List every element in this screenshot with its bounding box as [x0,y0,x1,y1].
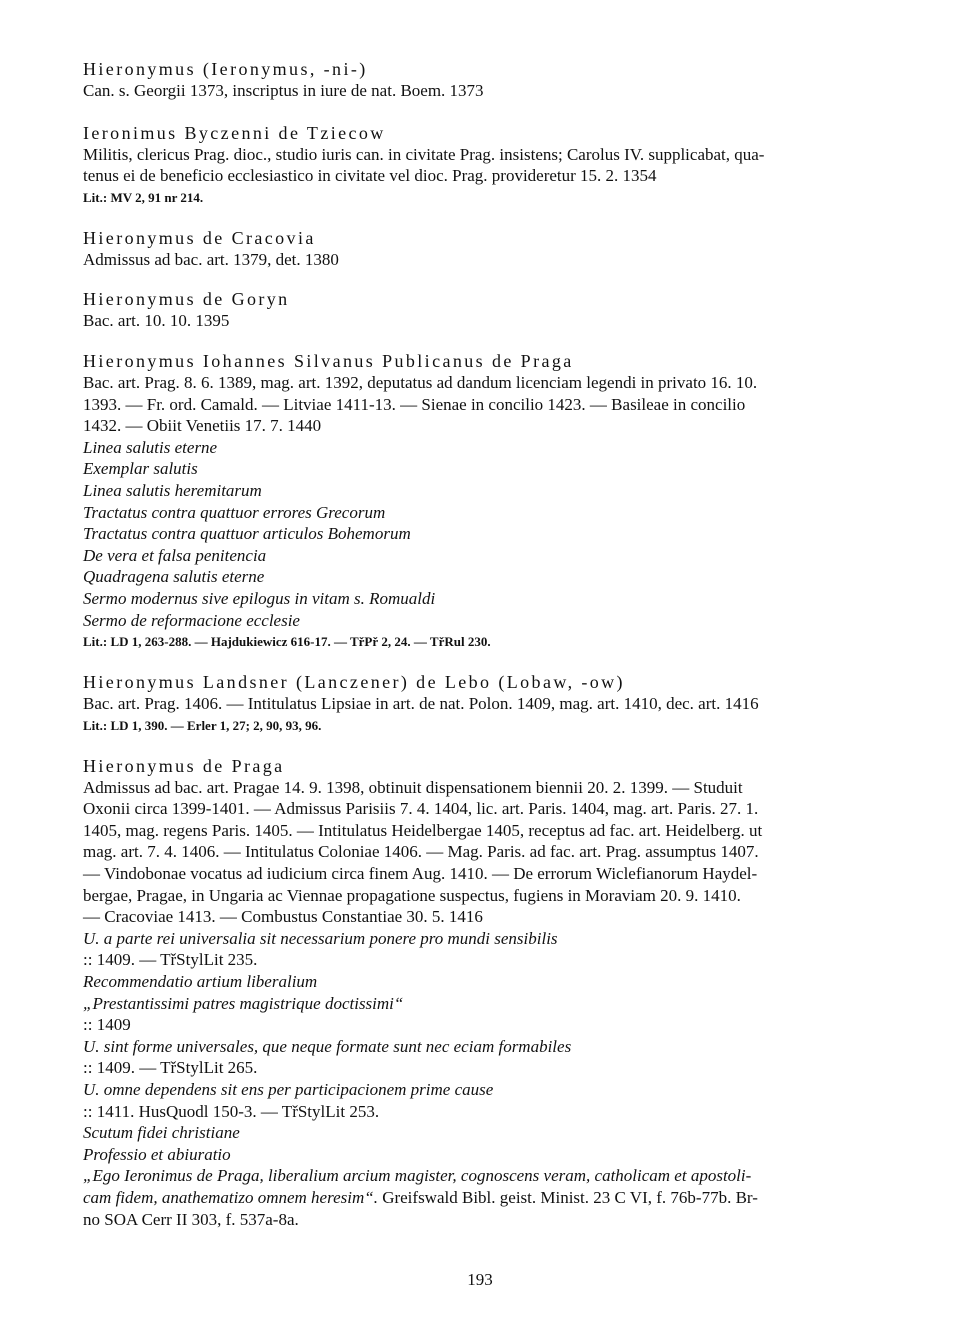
entry-text-line: Can. s. Georgii 1373, inscriptus in iure de nat. Boem. 1373 [83,81,484,100]
entry-text-line: Bac. art. 10. 10. 1395 [83,311,230,331]
entry-heading: Hieronymus de Goryn [83,289,290,310]
entry-text-line: Oxonii circa 1399-1401. — Admissus Parisiis 7. 4. 1404, lic. art. Paris. 1404, mag. art. Paris. 27. 1. [83,799,759,819]
entry-heading: Hieronymus Landsner (Lanczener) de Lebo (Lobaw, -ow) [83,672,625,693]
literature-line: Lit.: MV 2, 91 nr 214. [83,189,204,205]
work-incipit-end: cam fidem, anathematizo omnem heresim“. [83,1187,378,1207]
entry-heading: Hieronymus Iohannes Silvanus Publicanus de Praga [83,350,574,371]
work-title: Sermo de reformacione ecclesie [83,610,300,630]
entry-text-line: tenus ei de beneficio ecclesiastico in civitate vel dioc. Prag. provideretur 15. 2. 1354 [83,166,657,186]
manuscript-reference-line: no SOA Cerr II 303, f. 537a-8a. [83,1209,299,1229]
work-title: Sermo modernus sive epilogus in vitam s. Romualdi [83,588,436,608]
entry-hieronymus-de-goryn [83,288,887,332]
entry-text-line: bergae, Pragae, in Ungaria ac Viennae propagatione suspectus, fugiens in Moraviam 20. 9. 1410. [83,885,741,905]
entry-heading: Ieronimus Byczenni de Tziecow [83,122,386,143]
entry-heading: Hieronymus de Praga [83,755,285,776]
entry-hieronymus-landsner [83,671,887,737]
work-note: :: 1409. — TřStylLit 235. [83,950,258,970]
work-incipit-line: „Ego Ieronimus de Praga, liberalium arcium magister, cognoscens veram, catholicam et apostoli- [83,1166,752,1186]
work-title: U. sint forme universales, que neque formate sunt nec eciam formabiles [83,1036,572,1056]
entry-text-line: 1393. — Fr. ord. Camald. — Litviae 1411-13. — Sienae in concilio 1423. — Basileae in concilio [83,394,746,414]
work-note: :: 1409 [83,1015,131,1035]
literature-line: Lit.: LD 1, 263-288. — Hajdukiewicz 616-17. — TřPř 2, 24. — TřRul 230. [83,634,491,650]
entry-text-line: Bac. art. Prag. 8. 6. 1389, mag. art. 1392, deputatus ad dandum licenciam legendi in privato 16. 10. [83,372,758,392]
work-incipit-line [83,1187,887,1209]
work-title: U. omne dependens sit ens per participacionem prime cause [83,1080,494,1099]
work-title: Tractatus contra quattuor errores Grecorum [83,502,386,522]
page-body [83,58,887,1230]
entry-text-line: mag. art. 7. 4. 1406. — Intitulatus Coloniae 1406. — Mag. Paris. ad fac. art. Prag. assumptus 1407. [83,842,759,862]
entry-text-line: Admissus ad bac. art. 1379, det. 1380 [83,249,339,269]
work-title: Recommendatio artium liberalium [83,972,318,992]
work-title: Quadragena salutis eterne [83,567,265,587]
entry-text-line: Militis, clericus Prag. dioc., studio iuris can. in civitate Prag. insistens; Carolus IV. supplicabat, qua- [83,144,765,164]
entry-hieronymus [83,58,887,102]
work-note: :: 1411. HusQuodl 150-3. — TřStylLit 253. [83,1101,380,1121]
entry-hieronymus-iohannes-silvanus [83,350,887,653]
entry-hieronymus-de-cracovia [83,227,887,271]
work-title: Linea salutis eterne [83,437,218,457]
entry-text-line: — Vindobonae vocatus ad iudicium circa finem Aug. 1410. — De errorum Wiclefianorum Haydel- [83,864,758,884]
work-title: Linea salutis heremitarum [83,480,262,500]
work-title: Professio et abiuratio [83,1144,231,1164]
entry-heading: Hieronymus (Ieronymus, -ni-) [83,59,368,79]
work-title: Tractatus contra quattuor articulos Bohemorum [83,524,411,544]
entry-text-line: — Cracoviae 1413. — Combustus Constantiae 30. 5. 1416 [83,907,483,927]
work-note: :: 1409. — TřStylLit 265. [83,1058,258,1078]
literature-line: Lit.: LD 1, 390. — Erler 1, 27; 2, 90, 93, 96. [83,717,322,733]
entry-text-line: Admissus ad bac. art. Pragae 14. 9. 1398, obtinuit dispensationem biennii 20. 2. 1399. — Studuit [83,777,743,797]
work-title: U. a parte rei universalia sit necessarium ponere pro mundi sensibilis [83,928,558,948]
entry-ieronimus-byczenni [83,122,887,209]
work-title: „Prestantissimi patres magistrique doctissimi“ [83,993,404,1013]
manuscript-reference: Greifswald Bibl. geist. Minist. 23 C VI, f. 76b-77b. Br- [377,1187,758,1207]
page-number: 193 [467,1270,493,1289]
entry-heading: Hieronymus de Cracovia [83,227,316,248]
entry-hieronymus-de-praga [83,755,887,1230]
entry-text-line: Bac. art. Prag. 1406. — Intitulatus Lipsiae in art. de nat. Polon. 1409, mag. art. 1410, dec. art. 1416 [83,694,759,714]
work-title: Scutum fidei christiane [83,1123,240,1143]
work-title: De vera et falsa penitencia [83,545,267,565]
entry-text-line: 1405, mag. regens Paris. 1405. — Intitulatus Heidelbergae 1405, receptus ad fac. art. Heidelberg. ut [83,820,763,840]
entry-text-line: 1432. — Obiit Venetiis 17. 7. 1440 [83,416,322,436]
work-title: Exemplar salutis [83,459,198,479]
